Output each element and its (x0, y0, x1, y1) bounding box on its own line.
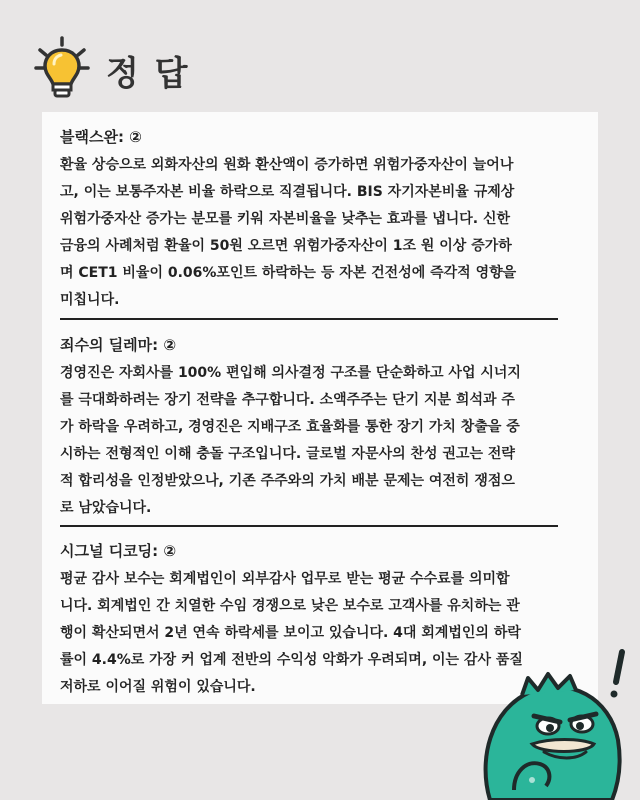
body-line: 로 남았습니다. (60, 500, 152, 516)
body-line: 경영진은 자회사를 100% 편입해 의사결정 구조를 단순화하고 사업 시너지 (60, 365, 521, 381)
body-line: 를 극대화하려는 장기 전략을 추구합니다. 소액주주는 단기 지분 희석과 주 (60, 392, 515, 408)
body-line: 저하로 이어질 위험이 있습니다. (60, 679, 256, 695)
section-title: 죄수의 딜레마: ② (60, 336, 177, 354)
section-body (60, 360, 592, 522)
section-divider (60, 525, 558, 527)
body-line: 니다. 회계법인 간 치열한 수임 경쟁으로 낮은 보수로 고객사를 유치하는 관 (60, 598, 520, 614)
body-line: 위험가중자산 증가는 분모를 키워 자본비율을 낮추는 효과를 냅니다. 신한 (60, 211, 511, 227)
body-line: 환율 상승으로 외화자산의 원화 환산액이 증가하면 위험가중자산이 늘어나 (60, 157, 514, 173)
body-line: 행이 확산되면서 2년 연속 하락세를 보이고 있습니다. 4대 회계법인의 하락 (60, 625, 521, 641)
body-line: 며 CET1 비율이 0.06%포인트 하락하는 등 자본 건전성에 즉각적 영향을 (60, 265, 517, 281)
answer-card (42, 112, 598, 704)
body-line: 고, 이는 보통주자본 비율 하락으로 직결됩니다. BIS 자기자본비율 규제상 (60, 184, 515, 200)
answer-section-prisoners-dilemma (60, 334, 592, 522)
section-title: 시그널 디코딩: ② (60, 542, 177, 560)
body-line: 평균 감사 보수는 회계법인이 외부감사 업무로 받는 평균 수수료를 의미합 (60, 571, 510, 587)
body-line: 적 합리성을 인정받았으나, 기존 주주와의 가치 배분 문제는 여전히 쟁점으 (60, 473, 515, 489)
lightbulb-icon (28, 34, 100, 100)
section-title: 블랙스완: ② (60, 128, 142, 146)
page-title: 정 답 (106, 54, 190, 94)
body-line: 시하는 전형적인 이해 충돌 구조입니다. 글로벌 자문사의 찬성 권고는 전략 (60, 446, 515, 462)
body-line: 금융의 사례처럼 환율이 50원 오르면 위험가중자산이 1조 원 이상 증가하 (60, 238, 512, 254)
body-line: 가 하락을 우려하고, 경영진은 지배구조 효율화를 통한 장기 가치 창출을 중 (60, 419, 520, 435)
answer-section-black-swan (60, 126, 592, 314)
green-dinosaur-mascot-icon (470, 640, 640, 800)
section-body (60, 152, 592, 314)
answer-header (28, 34, 328, 100)
section-divider (60, 318, 558, 320)
body-line: 률이 4.4%로 가장 커 업계 전반의 수익성 악화가 우려되며, 이는 감사 품질 (60, 652, 523, 668)
body-line: 미칩니다. (60, 292, 120, 308)
